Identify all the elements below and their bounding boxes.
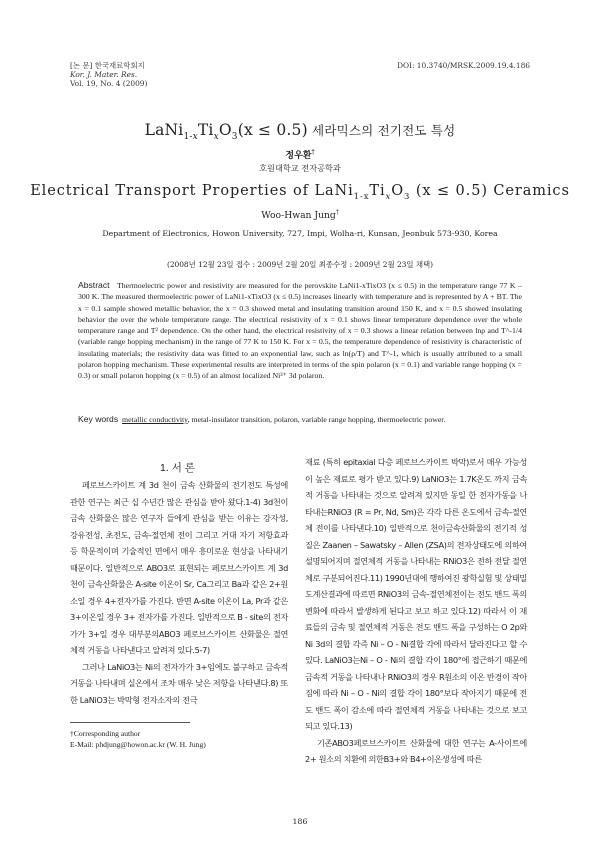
received-dates: (2008년 12월 23일 접수 : 2009년 2월 20일 최종수정 : 2009년 2월 23일 채택) xyxy=(166,260,434,269)
doi: DOI: 10.3740/MRSK.2009.19.4.186 xyxy=(397,61,530,70)
title-ko-sub3: 3 xyxy=(231,132,238,143)
journal-name-en: Kor. J. Mater. Res. xyxy=(70,70,138,80)
title-ko-text: 세라믹스의 전기전도 특성 xyxy=(307,123,456,138)
affiliation-ko: 호원대학교 전자공학과 xyxy=(259,163,341,173)
author-email: E-Mail: phdjung@howon.ac.kr (W. H. Jung) xyxy=(70,740,206,749)
corresponding-author: †Corresponding author xyxy=(70,729,141,738)
title-en-sub2: x xyxy=(385,191,392,202)
abstract xyxy=(78,280,522,382)
title-en-post: Ceramics xyxy=(487,183,570,199)
title-en-condition: (x ≤ 0.5) xyxy=(410,183,488,199)
keywords-label: Key words xyxy=(78,414,119,424)
title-en-sub1: 1-x xyxy=(353,191,370,202)
page-number: 186 xyxy=(292,817,308,826)
author-en-mark: † xyxy=(335,209,339,216)
section-title: 1. 서 론 xyxy=(160,462,195,474)
journal-name-ko: [논 문] 한국재료학회지 xyxy=(70,61,145,70)
title-en-ti: Ti xyxy=(369,183,386,199)
title-ko-formula-la: LaNi xyxy=(144,121,184,139)
paragraph: 기존ABO3페로브스카이트 산화물에 대한 연구는 A-사이트에 2+ 원소의 치환에 의한B3+와 B4+이온생성에 따른 xyxy=(305,737,527,764)
title-ko-condition: (x ≤ 0.5) xyxy=(237,121,308,139)
body-column-right xyxy=(305,454,527,768)
author-ko-mark: † xyxy=(311,149,315,156)
paragraph: 그러나 LaNiO3는 Ni의 전자가가 3+임에도 불구하고 금속적 거동을 나타내며 실온에서 조차 매우 낮은 저항을 나타낸다.8) 또한 LaNiO3는 박막형 전자소자의 전극 xyxy=(70,661,288,705)
title-en-text: Electrical Transport Properties of LaNi xyxy=(30,183,354,199)
body-column-left xyxy=(70,477,288,708)
keywords-rest: , metal-insulator transition, polaron, variable range hopping, thermoelectric power. xyxy=(187,415,446,424)
title-ko-sub2: x xyxy=(213,132,219,143)
title-en-o: O xyxy=(391,183,405,199)
paragraph: 페로브스카이트 계 3d 천이 금속 산화물의 전기전도 특성에 관한 연구는 최근 십 수년간 많은 관심을 받아 왔다.1-4) 3d천이금속 산화물은 많은 연구자 들에게 관심을 받는 이유는 강자성, 강유전성, 초전도, 금속-절연체 전이 그리고 거대 자기 저항효과 등 학문적이며 기술적인 면에서 매우 흥미로운 현상을 나타내기 때문이다. 일반적으로 ABO3로 표현되는 페로브스카이트 계 3d 천이 금속산화물은 A-site 이온이 Sr, Ca그리고 Ba과 같은 2+원소일 경우 4+전자가를 가진다. 반면 A-site 이온이 La, Pr과 같은 3+이온일 경우 3+ 전자가를 가진다. 일반적으로 B - site의 전자가가 3+일 경우 대부분의ABO3 페로브스카이트 산화물은 절연체적 거동을 나타낸다고 알려져 있다.5-7) xyxy=(70,480,288,655)
title-ko-formula-o: O xyxy=(218,121,232,139)
title-ko xyxy=(0,121,600,142)
author-ko xyxy=(0,148,600,161)
journal-info xyxy=(70,61,147,89)
keyword-first: metallic conductivity xyxy=(122,415,188,424)
author-ko-name: 정우환 xyxy=(285,151,312,161)
title-ko-sub1: 1- xyxy=(183,132,193,143)
footnote xyxy=(70,728,290,750)
keywords xyxy=(78,414,522,425)
title-ko-formula-ti: Ti xyxy=(197,121,214,139)
author-en xyxy=(0,209,600,221)
journal-volume: Vol. 19, No. 4 (2009) xyxy=(70,79,148,89)
abstract-label: Abstract xyxy=(78,280,110,290)
title-en xyxy=(0,183,600,202)
paragraph: 재료 (특히 epitaxial 다층 페로브스카이트 박막)로서 매우 가능성이 높은 재료로 평가 받고 있다.9) LaNiO3는 1.7K온도 까지 금속적 거동을 나타내는 것으로 알려져 있지만 동일 한 전자가동을 나타내는RNiO3 (R = Pr, Nd, Sm)은 각각 다른 온도에서 금속-절연체 전이를 나타낸다.10) 일반적으로 천이금속산화물의 전기적 성질은 Zaanen – Sawatsky – Allen (ZSA)의 전자상태도에 의하여 설명되어지며 절연체적 거동을 나타내는 RNiO3은 전하 전달 절연체로 구분되어진다.11) 1990년대에 행하여진 광학실험 및 상태밀도계산결과에 따르면 RNiO3의 금속-절연체전이는 전도 밴드 폭의 변화에 따라서 발생하게 된다고 보고 하고 있다.12) 따라서 이 재료들의 금속 및 절연체적 거동은 전도 밴드 폭을 구성하는 O 2p와 Ni 3d의 결합 각즉 Ni – O - Ni결합 각에 따라서 달라진다고 할 수 있다. LaNiO3는Ni – O - Ni의 결합 각이 180°에 접근하기 때문에 금속적 거동을 나타내나 RNiO3의 경우 R원소의 이온 반경이 작아짐에 따라 Ni – O - Ni의 결합 각이 180°보다 작아지기 때문에 전도 밴드 폭이 감소에 따라 절연체적 거동을 나타내는 것으로 보고 되고 있다.13) xyxy=(305,457,527,731)
abstract-text: Thermoelectric power and resistivity are measured for the perovskite LaNi1-xTixO3 (x ≤ 0.5) in the temperature range 77 K – 300 K. The measured thermoelectric power of LaNi1-xTixO3 (x ≤ 0.5) increases linearly with temperature and is represented by A + BT. The x = 0.1 sample showed metallic behavior, the x = 0.3 showed metal and insulating transition around 150 K, and x = 0.5 showed insulating behavior the over the whole temperature range. The electrical resistivity of x = 0.1 shows linear temperature dependence over the whole temperature range and T² dependence. On the other hand, the electrical resistivity of x = 0.3 shows a linear relation between lnρ and T^-1/4 (variable range hopping mechanism) in the range of 77 K to 150 K. For x = 0.5, the temperature dependence of resistivity is characteristic of insulating materials; the resistivity data was fitted to an exponential law, such as ln(ρ/T) and T^-1, which is usually attributed to a small polaron hopping mechanism. These experimental results are interpreted in terms of the spin polaron (x = 0.1) and variable range hopping (x = 0.3) or small polaron hopping (x = 0.5) of an almost localized Ni³⁺ 3d polaron. xyxy=(78,281,522,381)
title-ko-sub1-x: x xyxy=(192,132,198,143)
author-en-name: Woo-Hwan Jung xyxy=(261,210,336,222)
affiliation-en: Department of Electronics, Howon University, 727, Impi, Wolha-ri, Kunsan, Jeonbuk 573-930, Korea xyxy=(102,229,498,238)
title-en-sub3: 3 xyxy=(404,191,411,202)
footnote-rule xyxy=(70,722,190,723)
